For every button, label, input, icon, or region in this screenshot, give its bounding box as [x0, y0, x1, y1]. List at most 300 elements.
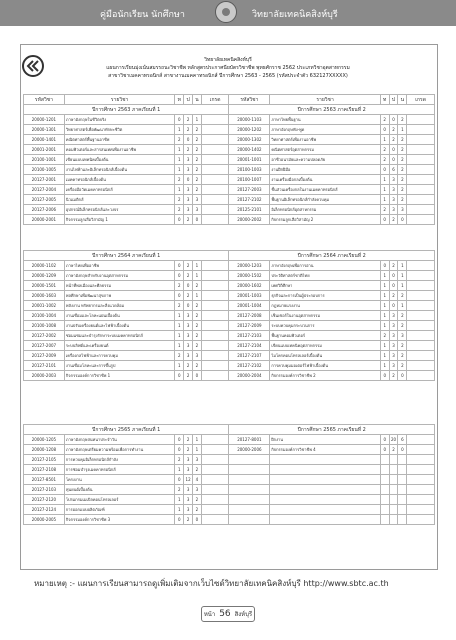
table-row [24, 195, 435, 205]
table-cell: 3 [184, 505, 193, 515]
table-cell: 20127-2102 [229, 195, 270, 205]
table-cell: 20000-2001 [24, 215, 65, 225]
table-row [24, 271, 435, 281]
table-cell: 1 [380, 291, 389, 301]
table-cell: 1 [380, 175, 389, 185]
table-cell: 20100-1004 [24, 311, 65, 321]
table-cell: 2 [193, 301, 202, 311]
table-cell [201, 175, 229, 185]
table-cell: 3 [193, 205, 202, 215]
table-cell: 0 [389, 271, 398, 281]
table-cell: 20127-8501 [24, 475, 65, 485]
table-cell: เพศวิถีศึกษา [270, 281, 380, 291]
table-cell [229, 455, 270, 465]
table-cell [407, 351, 435, 361]
table-cell: 20000-1203 [229, 261, 270, 271]
table-cell: ฝึกงาน [270, 435, 380, 445]
table-cell: 4 [193, 475, 202, 485]
table-cell: 2 [193, 175, 202, 185]
table-cell: 20100-1005 [24, 165, 65, 175]
table-cell: 20100-1003 [229, 165, 270, 175]
table-cell: 20127-2002 [24, 331, 65, 341]
table-cell: 0 [380, 261, 389, 271]
table-cell [407, 175, 435, 185]
table-cell: ภาษาอังกฤษเตรียมความพร้อมเพื่อการทำงาน [64, 445, 174, 455]
table-cell [229, 495, 270, 505]
table-cell: การซ่อมบำรุงเมคคาทรอนิกส์ [64, 465, 174, 475]
doc-school-title: วิทยาลัยเทคนิคสิงห์บุรี [204, 57, 252, 63]
table-cell: 2 [184, 445, 193, 455]
table-cell [389, 505, 398, 515]
table-cell: 0 [389, 301, 398, 311]
table-cell [201, 341, 229, 351]
table-cell: ปีการศึกษา 2564 ภาคเรียนที่ 2 [229, 251, 435, 261]
table-cell: 2 [193, 185, 202, 195]
table-cell: 20000-1501 [24, 281, 65, 291]
table-row [24, 185, 435, 195]
table-cell [380, 485, 389, 495]
table-cell [380, 465, 389, 475]
table-cell: 6 [398, 435, 407, 445]
table-row [24, 485, 435, 495]
table-cell: 2 [380, 331, 389, 341]
table-cell: เกรด [201, 95, 229, 105]
table-row [24, 445, 435, 455]
table-cell [270, 455, 380, 465]
table-cell: 1 [175, 465, 184, 475]
table-cell: 20001-1003 [229, 291, 270, 301]
table-cell [201, 311, 229, 321]
table-cell: 0 [184, 135, 193, 145]
table-cell: ธุรกิจและการเป็นผู้ประกอบการ [270, 291, 380, 301]
table-cell: 20127-2003 [229, 185, 270, 195]
table-row [24, 215, 435, 225]
table-row [24, 465, 435, 475]
table-cell: 2 [184, 261, 193, 271]
table-header-row [24, 95, 435, 105]
semester-header-row [24, 105, 435, 115]
table-cell [407, 475, 435, 485]
table-cell: 2 [184, 125, 193, 135]
table-cell: 2 [389, 125, 398, 135]
table-cell: คณิตศาสตร์พื้นฐานอาชีพ [64, 135, 174, 145]
table-cell: 1 [398, 281, 407, 291]
table-cell [407, 445, 435, 455]
table-cell: 2 [398, 175, 407, 185]
table-cell [407, 165, 435, 175]
table-cell: การควบคุมมอเตอร์ไฟฟ้าเบื้องต้น [270, 361, 380, 371]
table-cell: อิเล็กทรอนิกส์อุตสาหกรรม [270, 205, 380, 215]
table-cell [380, 455, 389, 465]
table-cell [201, 475, 229, 485]
table-cell: 20000-1302 [229, 135, 270, 145]
table-cell [407, 465, 435, 475]
table-cell [229, 465, 270, 475]
table-cell: 1 [175, 145, 184, 155]
table-cell: 3 [389, 331, 398, 341]
table-cell [389, 465, 398, 475]
table-cell: 3 [184, 495, 193, 505]
table-cell: 20127-2103 [24, 485, 65, 495]
table-cell: 2 [193, 331, 202, 341]
table-cell: 0 [175, 475, 184, 485]
table-cell: 0 [175, 215, 184, 225]
footer-note: หมายเหตุ :- แผนการเรียนสามารถดูเพิ่มเติมจากเว็บไซด์วิทยาลัยเทคนิคสิงห์บุรี http://www.sbtc.ac.th [34, 579, 389, 588]
table-cell: งานไฟฟ้าและอิเล็กทรอนิกส์เบื้องต้น [64, 165, 174, 175]
table-cell: 3 [398, 205, 407, 215]
table-cell: 2 [175, 175, 184, 185]
table-cell [201, 301, 229, 311]
table-cell: รหัสวิชา [229, 95, 270, 105]
table-cell [201, 505, 229, 515]
table-row [24, 155, 435, 165]
table-cell: ปีการศึกษา 2564 ภาคเรียนที่ 1 [24, 251, 229, 261]
table-cell: 3 [184, 311, 193, 321]
table-row [24, 281, 435, 291]
table-cell: 0 [380, 371, 389, 381]
table-cell: ระบบลิฟต์และเครื่องยนต์ [64, 341, 174, 351]
table-row [24, 261, 435, 271]
table-cell [407, 331, 435, 341]
table-cell: 0 [175, 371, 184, 381]
table-row [24, 455, 435, 465]
table-cell: 0 [184, 301, 193, 311]
table-cell: 3 [389, 341, 398, 351]
table-cell: 20127-8001 [229, 435, 270, 445]
table-cell: 20127-2108 [24, 465, 65, 475]
table-cell [270, 485, 380, 495]
doc-plan-line: แผนการเรียนมุ่งเน้นสมรรถนะวิชาชีพ หลักสูตรประกาศนียบัตรวิชาชีพ พุทธศักราช 2562 ประเภทวิชาอุตสาหกรรม [106, 65, 350, 71]
table-cell [201, 361, 229, 371]
table-cell [270, 515, 380, 525]
table-cell: 3 [184, 165, 193, 175]
table-cell: ท [380, 95, 389, 105]
table-cell: 3 [389, 185, 398, 195]
table-cell: 2 [193, 341, 202, 351]
table-cell: 20127-2007 [24, 341, 65, 351]
table-cell: 3 [193, 485, 202, 495]
table-cell: 0 [398, 371, 407, 381]
curriculum-table-year3 [23, 424, 435, 525]
table-cell: 20125-2101 [229, 205, 270, 215]
table-cell [201, 145, 229, 155]
table-cell: ไมโครคอนโทรลเลอร์เบื้องต้น [270, 351, 380, 361]
table-cell: 2 [398, 321, 407, 331]
table-cell [407, 311, 435, 321]
table-cell [407, 155, 435, 165]
table-cell: 3 [389, 311, 398, 321]
table-cell: 2 [398, 185, 407, 195]
table-cell: 2 [175, 485, 184, 495]
table-cell: 0 [193, 515, 202, 525]
table-cell: 0 [380, 165, 389, 175]
table-cell: รหัสวิชา [24, 95, 65, 105]
table-cell [407, 135, 435, 145]
table-cell: 1 [193, 271, 202, 281]
table-cell: ปีการศึกษา 2565 ภาคเรียนที่ 2 [229, 425, 435, 435]
table-cell: 20127-2104 [229, 341, 270, 351]
table-cell: 20127-2008 [229, 311, 270, 321]
page-number: 56 [219, 609, 231, 619]
table-cell: 0 [389, 281, 398, 291]
table-cell: 1 [193, 445, 202, 455]
table-cell [270, 465, 380, 475]
table-cell: 1 [175, 331, 184, 341]
table-cell [407, 455, 435, 465]
table-cell: 3 [389, 361, 398, 371]
table-cell: 2 [175, 205, 184, 215]
table-cell: 1 [398, 301, 407, 311]
table-cell: 2 [398, 291, 407, 301]
table-row [24, 495, 435, 505]
table-cell: 0 [175, 515, 184, 525]
table-cell [407, 495, 435, 505]
table-cell: เซ็นเซอร์ในงานอุตสาหกรรม [270, 311, 380, 321]
table-cell: 3 [193, 351, 202, 361]
table-cell: 0 [380, 215, 389, 225]
table-cell [407, 485, 435, 495]
page-indicator [201, 606, 255, 622]
table-cell: 2 [193, 165, 202, 175]
table-cell [398, 505, 407, 515]
table-cell: 1 [175, 155, 184, 165]
table-cell: อุปกรณ์อิเล็กทรอนิกส์และวงจร [64, 205, 174, 215]
table-cell [380, 495, 389, 505]
table-cell: 2 [193, 125, 202, 135]
table-cell: 20127-2004 [24, 185, 65, 195]
table-cell: 2 [193, 505, 202, 515]
table-cell [201, 155, 229, 165]
table-cell: 2 [184, 515, 193, 525]
table-cell: 2 [175, 195, 184, 205]
table-cell [407, 435, 435, 445]
table-cell: กิจกรรมองค์การวิชาชีพ 4 [270, 445, 380, 455]
table-cell: ป [184, 95, 193, 105]
table-cell [389, 475, 398, 485]
table-cell: 1 [193, 435, 202, 445]
table-cell [407, 515, 435, 525]
table-cell [201, 135, 229, 145]
table-cell: 1 [175, 361, 184, 371]
table-cell: เมคคาทรอนิกส์เบื้องต้น [64, 175, 174, 185]
table-cell: 2 [193, 495, 202, 505]
table-cell [201, 185, 229, 195]
table-row [24, 301, 435, 311]
semester-header-row [24, 425, 435, 435]
table-cell: ภาษาไทยพื้นฐาน [270, 115, 380, 125]
table-cell: 0 [380, 445, 389, 455]
table-cell: ภาษาอังกฤษฟัง-พูด [270, 125, 380, 135]
table-cell [270, 475, 380, 485]
table-cell: พื้นฐานอิเล็กทรอนิกส์กำลังควบคุม [270, 195, 380, 205]
table-cell [201, 125, 229, 135]
table-cell: 2 [193, 321, 202, 331]
table-cell: กิจกรรมองค์การวิชาชีพ 2 [270, 371, 380, 381]
table-cell: ป [389, 95, 398, 105]
table-cell: เขียนแบบเทคนิคอุตสาหกรรม [270, 341, 380, 351]
table-cell: 2 [175, 351, 184, 361]
table-cell: 12 [184, 475, 193, 485]
page-label: หน้า [203, 611, 216, 618]
table-cell [201, 331, 229, 341]
table-cell [201, 371, 229, 381]
table-cell: 2 [193, 281, 202, 291]
table-cell [389, 455, 398, 465]
table-cell: 1 [380, 351, 389, 361]
table-cell: 20000-1602 [229, 281, 270, 291]
table-cell: 20127-2107 [229, 351, 270, 361]
table-cell [407, 341, 435, 351]
table-cell: 2 [193, 311, 202, 321]
table-cell [407, 115, 435, 125]
table-cell: พลศึกษาเพื่อพัฒนาสุขภาพ [64, 291, 174, 301]
table-cell: 20001-2001 [24, 145, 65, 155]
table-cell [407, 261, 435, 271]
table-cell: เครื่องมือวัดเมคคาทรอนิกส์ [64, 185, 174, 195]
table-cell: 2 [184, 435, 193, 445]
table-row [24, 515, 435, 525]
table-cell: 2 [184, 371, 193, 381]
table-cell: 20127-2001 [24, 175, 65, 185]
table-cell: ภาษาอังกฤษสนทนาประจำวัน [64, 435, 174, 445]
table-cell: 2 [193, 465, 202, 475]
table-cell: ชิ้นส่วนเครื่องกลในงานเมคคาทรอนิกส์ [270, 185, 380, 195]
table-row [24, 145, 435, 155]
table-cell [201, 281, 229, 291]
table-row [24, 175, 435, 185]
table-cell [201, 215, 229, 225]
table-cell [201, 515, 229, 525]
table-cell [201, 205, 229, 215]
table-cell: 20000-1208 [24, 445, 65, 455]
table-cell: โครงงาน [64, 475, 174, 485]
table-cell: 0 [193, 215, 202, 225]
table-cell: 20000-1401 [24, 135, 65, 145]
table-row [24, 331, 435, 341]
table-cell: ระบบควบคุมกระบวนการ [270, 321, 380, 331]
table-cell: พื้นฐานคอมพิวเตอร์ [270, 331, 380, 341]
table-cell: เครื่องกลไฟฟ้าและการควบคุม [64, 351, 174, 361]
table-cell: 1 [175, 341, 184, 351]
table-cell [407, 281, 435, 291]
table-cell [229, 505, 270, 515]
table-cell: รายวิชา [270, 95, 380, 105]
table-cell: วิทยาศาสตร์เพื่อพัฒนาทักษะชีวิต [64, 125, 174, 135]
table-cell: 0 [175, 261, 184, 271]
college-seal-icon [215, 1, 237, 23]
page-label-suffix: สิงห์บุรี [234, 611, 253, 618]
table-cell: 20127-2009 [229, 321, 270, 331]
table-row [24, 341, 435, 351]
table-cell: 1 [175, 321, 184, 331]
table-cell [407, 505, 435, 515]
table-cell: 3 [184, 485, 193, 495]
table-row [24, 135, 435, 145]
table-cell: กิจกรรมลูกเสือวิสามัญ 2 [270, 215, 380, 225]
table-cell [380, 505, 389, 515]
table-cell: 20 [389, 435, 398, 445]
table-cell [407, 195, 435, 205]
curriculum-table-year2 [23, 250, 435, 381]
table-cell: 1 [380, 301, 389, 311]
table-cell: 2 [175, 135, 184, 145]
table-cell: ภาษาอังกฤษสำหรับงานอุตสาหกรรม [64, 271, 174, 281]
table-row [24, 371, 435, 381]
table-cell: 2 [398, 135, 407, 145]
table-cell: 0 [175, 435, 184, 445]
table-cell: 3 [184, 465, 193, 475]
table-row [24, 505, 435, 515]
table-row [24, 321, 435, 331]
table-cell: 2 [175, 301, 184, 311]
table-cell [201, 195, 229, 205]
table-cell: 20127-2120 [24, 495, 65, 505]
table-cell: 1 [398, 271, 407, 281]
table-cell: 1 [380, 281, 389, 291]
table-cell: 2 [389, 445, 398, 455]
table-cell: 2 [175, 455, 184, 465]
table-cell: 1 [380, 185, 389, 195]
table-cell: รายวิชา [64, 95, 174, 105]
table-cell: 2 [398, 311, 407, 321]
table-cell: กิจกรรมลูกเสือวิสามัญ 1 [64, 215, 174, 225]
table-cell: 20000-2003 [24, 371, 65, 381]
table-cell: 3 [184, 341, 193, 351]
table-cell: เขียนแบบเทคนิคเบื้องต้น [64, 155, 174, 165]
table-cell: 2 [389, 261, 398, 271]
table-cell [407, 301, 435, 311]
table-cell [201, 261, 229, 271]
table-cell: 20000-2002 [229, 215, 270, 225]
table-cell: 20000-1201 [24, 115, 65, 125]
table-cell: 20000-1205 [24, 435, 65, 445]
table-cell [398, 495, 407, 505]
table-cell: 20127-2101 [24, 361, 65, 371]
table-cell [407, 321, 435, 331]
table-cell [398, 515, 407, 525]
table-cell: 2 [184, 291, 193, 301]
table-row [24, 435, 435, 445]
table-cell: ปีการศึกษา 2563 ภาคเรียนที่ 1 [24, 105, 229, 115]
table-cell [201, 455, 229, 465]
table-cell [407, 361, 435, 371]
table-cell: 2 [193, 135, 202, 145]
table-cell [398, 455, 407, 465]
table-cell: 2 [389, 215, 398, 225]
table-cell: 2 [398, 145, 407, 155]
table-cell: 3 [389, 175, 398, 185]
table-cell [201, 495, 229, 505]
table-cell: 2 [398, 341, 407, 351]
table-cell: 0 [380, 125, 389, 135]
table-cell: 3 [389, 195, 398, 205]
table-cell: 0 [389, 145, 398, 155]
table-cell: 2 [389, 371, 398, 381]
header-right-title: วิทยาลัยเทคนิคสิงห์บุรี [252, 10, 338, 20]
table-cell [270, 505, 380, 515]
table-row [24, 351, 435, 361]
table-cell: 1 [380, 271, 389, 281]
table-cell: 20001-1004 [229, 301, 270, 311]
table-cell [201, 465, 229, 475]
table-cell: 1 [175, 495, 184, 505]
table-cell: 2 [184, 215, 193, 225]
table-row [24, 291, 435, 301]
table-cell: 1 [175, 311, 184, 321]
table-row [24, 475, 435, 485]
table-cell [270, 495, 380, 505]
table-cell: 1 [380, 321, 389, 331]
